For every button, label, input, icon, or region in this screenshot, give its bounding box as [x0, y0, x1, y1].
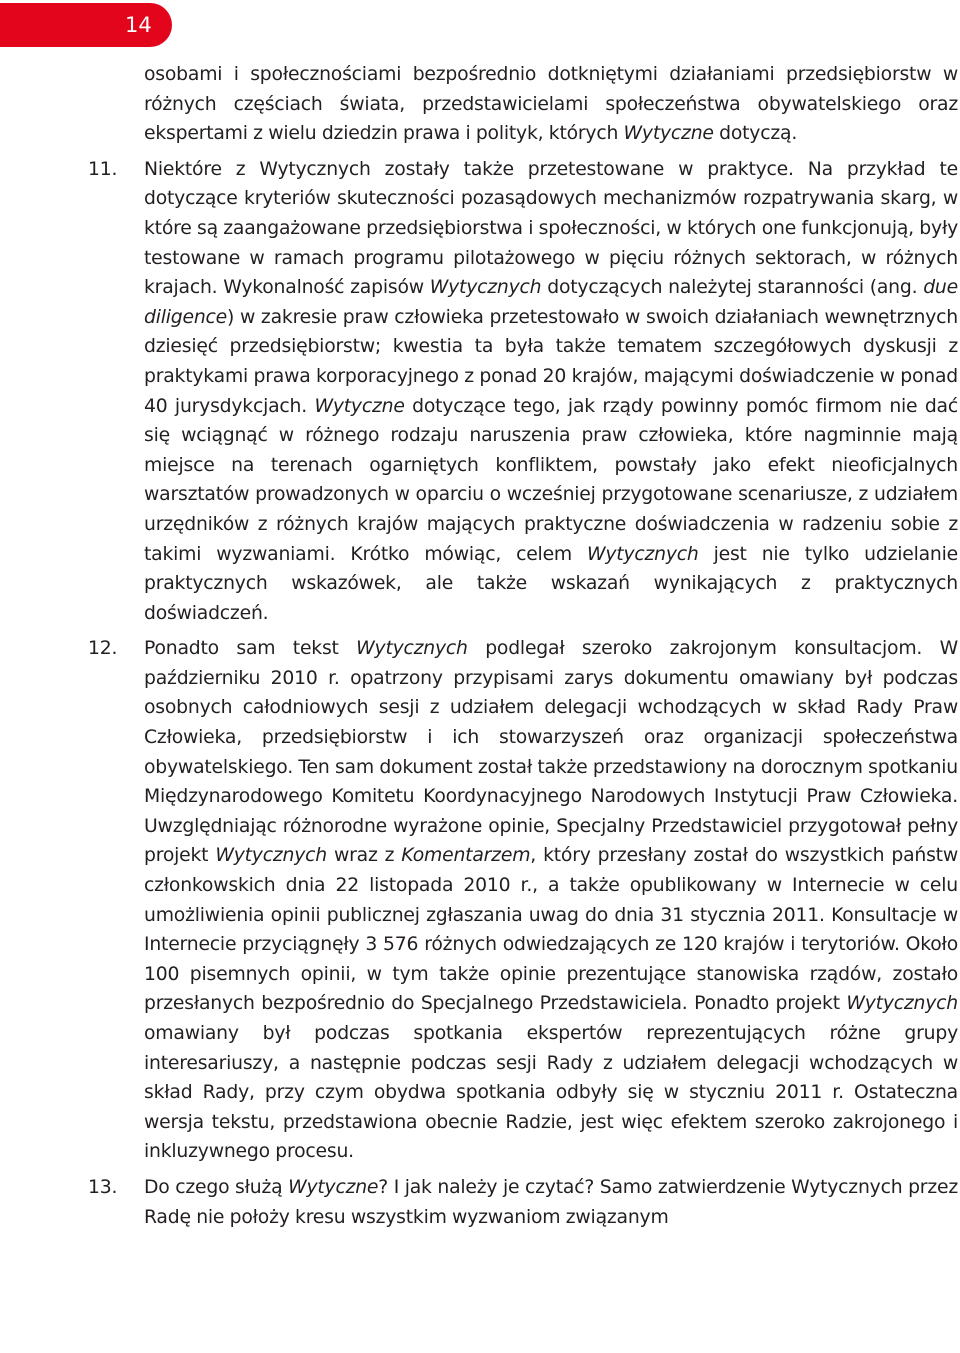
italic-text: Wytycznych: [215, 845, 327, 867]
text-run: Ponadto sam tekst: [144, 638, 357, 660]
italic-text: Wytycznych: [429, 277, 542, 299]
italic-text: Wytycznych: [587, 543, 699, 565]
italic-text: Wytycznych: [846, 993, 958, 1015]
text-run: Niektóre z Wytycznych zostały także przetestowane w praktyce. Na przykład te dotyczące kryteriów skuteczności pozasądowych mechanizmów rozpatrywania skarg, w które są zaangażowane przedsiębiorstwa i społeczności, w których one funkcjonują, były testowane w ramach programu pilotażowego w pięciu różnych sektorach, w różnych krajach. Wykonalność zapisów: [144, 158, 958, 299]
text-run: wraz z: [326, 845, 402, 867]
italic-text: Wytyczne: [314, 395, 405, 417]
numbered-paragraph: [88, 155, 958, 629]
numbered-paragraph: [88, 1173, 958, 1232]
text-run: dotyczą.: [713, 123, 798, 145]
page-number: 14: [125, 13, 152, 37]
numbered-paragraph: [88, 634, 958, 1167]
text-run: podlegał szeroko zakrojonym konsultacjom. W październiku 2010 r. opatrzony przypisami zarys dokumentu omawiany był podczas osobnych całodniowych sesji z udziałem delegacji wchodzących w skład Rady Praw Człowieka, przedsiębiorstw i ich stowarzyszeń oraz organizacji społeczeństwa obywatelskiego. Ten sam dokument został także przedstawiony na dorocznym spotkaniu Międzynarodowego Komitetu Koordynacyjnego Narodowych Instytucji Praw Człowieka. Uwzględniając różnorodne wyrażone opinie, Specjalny Przedstawiciel przygotował pełny projekt: [144, 638, 958, 867]
italic-text: Wytyczne: [288, 1176, 379, 1198]
text-run: omawiany był podczas spotkania ekspertów reprezentujących różne grupy interesariuszy, a następnie podczas sesji Rady z udziałem delegacji wchodzących w skład Rady, przy czym obydwa spotkania odbyły się w styczniu 2011 r. Ostateczna wersja tekstu, przedstawiona obecnie Radzie, jest więc efektem szeroko zakrojonego i inkluzywnego procesu.: [144, 1023, 958, 1163]
paragraph: [88, 60, 958, 149]
italic-text: Komentarzem: [401, 845, 531, 867]
text-run: , który przesłany został do wszystkich państw członkowskich dnia 22 listopada 2010 r., a także opublikowany w Internecie w celu umożliwienia opinii publicznej zgłaszania uwag do dnia 31 stycznia 2011. Konsultacje w Internecie przyciągnęły 3 576 różnych odwiedzających ze 120 krajów i terytoriów. Około 100 pisemnych opinii, w tym także opinie prezentujące stanowiska rządów, zostało przesłanych bezpośrednio do Specjalnego Przedstawiciela. Ponadto projekt: [144, 845, 958, 1015]
paragraph-number: 13.: [88, 1176, 118, 1198]
text-run: dotyczących należytej staranności (ang.: [541, 277, 924, 299]
paragraph-number: 12.: [88, 638, 118, 660]
italic-text: Wytyczne: [623, 123, 714, 145]
text-run: ) w zakresie praw człowieka przetestowało w swoich działaniach wewnętrznych dziesięć przedsiębiorstw; kwestia ta była także tematem szczegółowych dyskusji z praktykami prawa korporacyjnego z ponad 20 krajów, mającymi doświadczenie w ponad 40 jurysdykcjach.: [144, 306, 958, 417]
text-run: osobami i społecznościami bezpośrednio dotkniętymi działaniami przedsiębiorstw w różnych częściach świata, przedstawicielami społeczeństwa obywatelskiego oraz ekspertami z wielu dziedzin prawa i polityk, których: [144, 64, 958, 145]
body-text: [88, 60, 958, 1232]
text-run: Do czego służą: [144, 1176, 289, 1198]
text-run: dotyczące tego, jak rządy powinny pomóc firmom nie dać się wciągnąć w różnego rodzaju naruszenia praw człowieka, które nagminnie mają miejsce na terenach ogarniętych konfliktem, powstały jako efekt nieoficjalnych warsztatów prowadzonych w oparciu o wcześniej przygotowane scenariusze, z udziałem urzędników z różnych krajów mających praktyczne doświadczenia w radzeniu sobie z takimi wyzwaniami. Krótko mówiąc, celem: [144, 395, 958, 565]
paragraph-number: 11.: [88, 158, 118, 180]
italic-text: Wytycznych: [356, 638, 468, 660]
text-run: ? I jak należy je czytać? Samo zatwierdzenie Wytycznych przez Radę nie położy kresu wszystkim wyzwaniom związanym: [144, 1176, 958, 1228]
italic-text: due diligence: [144, 277, 958, 328]
text-run: jest nie tylko udzielanie praktycznych wskazówek, ale także wskazań wynikających z praktycznych doświadczeń.: [144, 543, 958, 624]
page-number-tab: [0, 3, 172, 47]
